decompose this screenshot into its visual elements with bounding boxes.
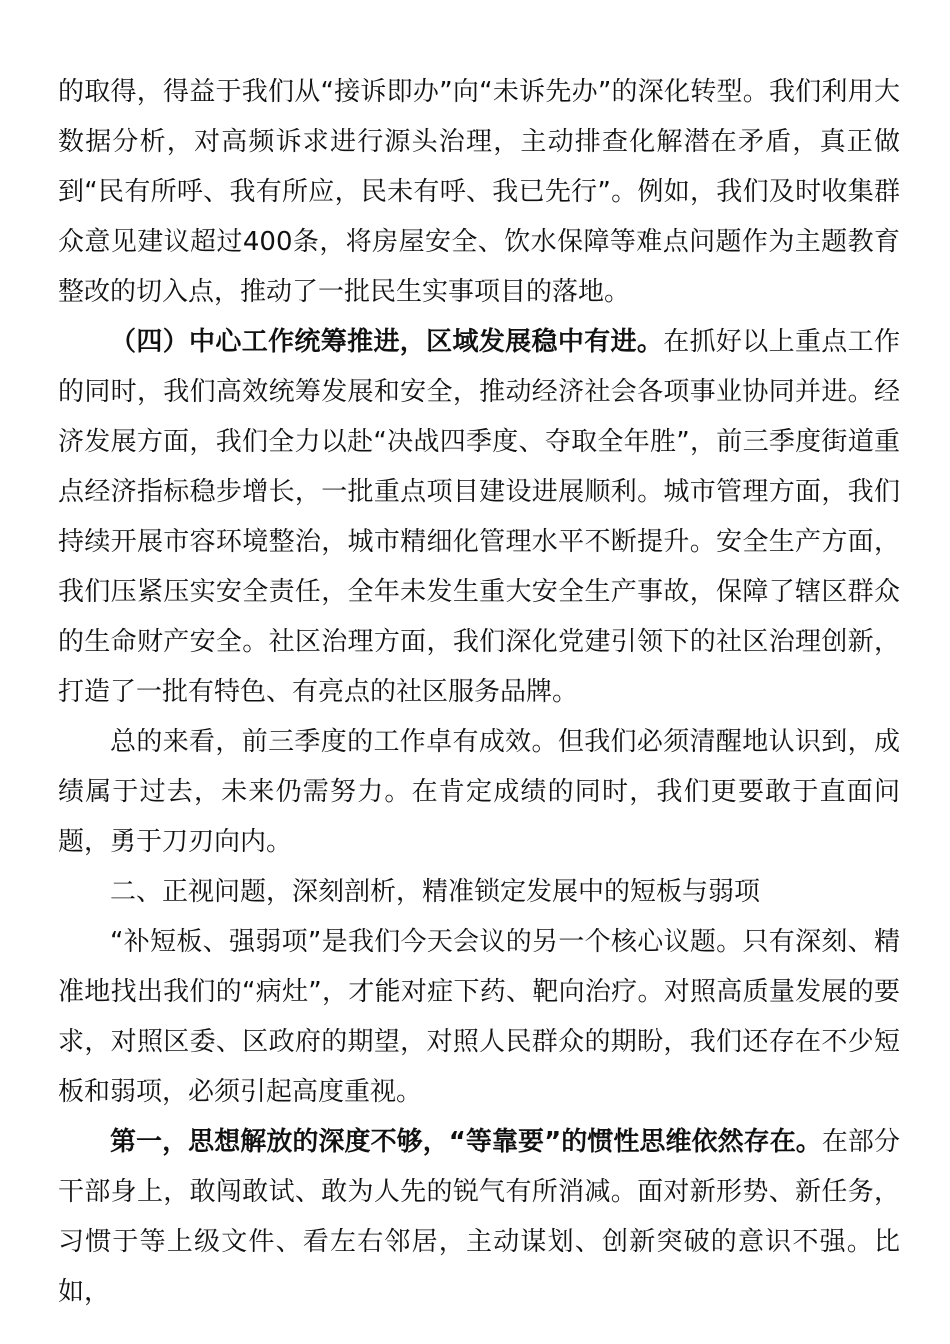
subheading-first-problem: 第一，思想解放的深度不够，“等靠要”的惯性思维依然存在。: [110, 1127, 822, 1157]
paragraph-first-problem-body: 在部分干部身上，敢闯敢试、敢为人先的锐气有所消减。面对新形势、新任务，习惯于等上级文件、看左右邻居，主动谋划、创新突破的意识不强。比如，: [58, 1127, 900, 1307]
paragraph-first-problem: [58, 1117, 900, 1317]
paragraph-achievement-continuation: 的取得，得益于我们从“接诉即办”向“未诉先办”的深化转型。我们利用大数据分析，对高频诉求进行源头治理，主动排查化解潜在矛盾，真正做到“民有所呼、我有所应，民未有呼、我已先行”。例如，我们及时收集群众意见建议超过400条，将房屋安全、饮水保障等难点问题作为主题教育整改的切入点，推动了一批民生实事项目的落地。: [58, 77, 900, 307]
paragraph-central-work-body: 在抓好以上重点工作的同时，我们高效统筹发展和安全，推动经济社会各项事业协同并进。经济发展方面，我们全力以赴“决战四季度、夺取全年胜”，前三季度街道重点经济指标稳步增长，一批重点项目建设进展顺利。城市管理方面，我们持续开展市容环境整治，城市精细化管理水平不断提升。安全生产方面，我们压紧压实安全责任，全年未发生重大安全生产事故，保障了辖区群众的生命财产安全。社区治理方面，我们深化党建引领下的社区治理创新，打造了一批有特色、有亮点的社区服务品牌。: [58, 327, 900, 707]
paragraph-summary: 总的来看，前三季度的工作卓有成效。但我们必须清醒地认识到，成绩属于过去，未来仍需努力。在肯定成绩的同时，我们更要敢于直面问题，勇于刀刃向内。: [58, 727, 900, 857]
paragraph-central-work: [58, 317, 900, 717]
document-page: [58, 67, 900, 1317]
subheading-central-work: （四）中心工作统筹推进，区域发展稳中有进。: [110, 327, 664, 357]
paragraph-short-boards: “补短板、强弱项”是我们今天会议的另一个核心议题。只有深刻、精准地找出我们的“病灶”，才能对症下药、靶向治疗。对照高质量发展的要求，对照区委、区政府的期望，对照人民群众的期盼，我们还存在不少短板和弱项，必须引起高度重视。: [58, 927, 900, 1107]
section-title-problems: 二、正视问题，深刻剖析，精准锁定发展中的短板与弱项: [110, 877, 761, 907]
